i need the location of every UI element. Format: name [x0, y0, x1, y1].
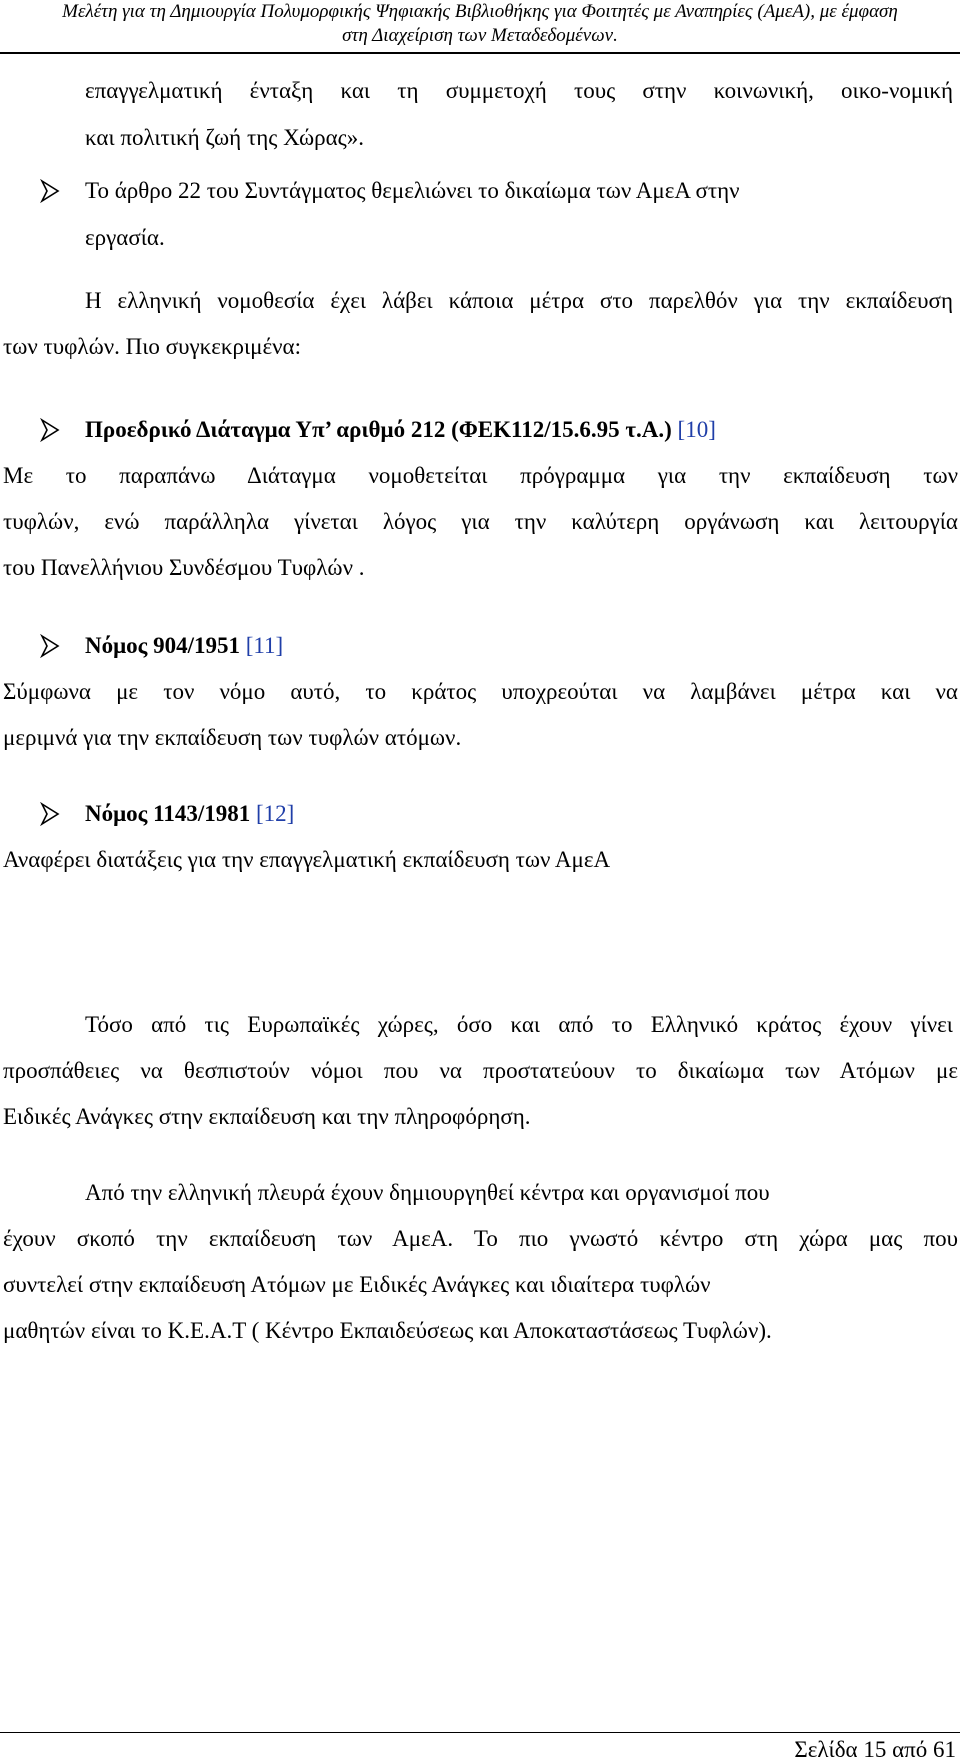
paragraph-line: Σύμφωνα με τον νόμο αυτό, το κράτος υποχρεούται να λαμβάνει μέτρα και να — [3, 679, 958, 704]
law-heading — [85, 416, 716, 444]
paragraph-line: συντελεί στην εκπαίδευση Ατόμων με Ειδικές Ανάγκες και ιδιαίτερα τυφλών — [3, 1272, 711, 1297]
paragraph-line: έχουν σκοπό την εκπαίδευση των ΑμεΑ. Το πιο γνωστό κέντρο στη χώρα μας που — [3, 1226, 958, 1251]
header-rule — [0, 52, 960, 54]
paragraph-line: τυφλών, ενώ παράλληλα γίνεται λόγος για την καλύτερη οργάνωση και λειτουργία — [3, 509, 958, 534]
law-heading-title: Προεδρικό Διάταγμα Υπ’ αριθμό 212 (ΦΕΚ112/15.6.95 τ.Α.) — [85, 417, 672, 442]
paragraph-line: προσπάθειες να θεσπιστούν νόμοι που να προστατεύουν το δικαίωμα των Ατόμων με — [3, 1058, 958, 1083]
paragraph-line: Από την ελληνική πλευρά έχουν δημιουργηθεί κέντρα και οργανισμοί που — [85, 1180, 770, 1205]
text-line: επαγγελματική ένταξη και τη συμμετοχή τους στην κοινωνική, οικο-νομική — [85, 78, 953, 103]
paragraph-line: μαθητών είναι το Κ.Ε.Α.Τ ( Κέντρο Εκπαιδεύσεως και Αποκαταστάσεως Τυφλών). — [3, 1318, 772, 1343]
bullet-text-line: Το άρθρο 22 του Συντάγματος θεμελιώνει το δικαίωμα των ΑμεΑ στην — [85, 178, 740, 203]
paragraph-line: Ειδικές Ανάγκες στην εκπαίδευση και την πληροφόρηση. — [3, 1104, 531, 1129]
paragraph-line: του Πανελλήνιου Συνδέσμου Τυφλών . — [3, 555, 365, 580]
arrowhead-bullet-icon — [40, 179, 60, 203]
law-heading-title: Νόμος 1143/1981 — [85, 801, 251, 826]
law-heading-title: Νόμος 904/1951 — [85, 633, 240, 658]
paragraph-line: Τόσο από τις Ευρωπαϊκές χώρες, όσο και από το Ελληνικό κράτος έχουν γίνει — [85, 1012, 953, 1037]
bullet-text-line: εργασία. — [85, 225, 165, 250]
law-heading — [85, 632, 283, 660]
citation-link[interactable]: [12] — [255, 801, 295, 826]
arrowhead-bullet-icon — [40, 418, 60, 442]
law-heading — [85, 800, 294, 828]
text-line: και πολιτική ζωή της Χώρας». — [85, 125, 364, 150]
header-line-2: στη Διαχείριση των Μεταδεδομένων. — [342, 25, 618, 46]
paragraph-line: των τυφλών. Πιο συγκεκριμένα: — [3, 334, 301, 359]
footer-rule — [0, 1732, 960, 1733]
arrowhead-bullet-icon — [40, 634, 60, 658]
page-number: Σελίδα 15 από 61 — [794, 1737, 956, 1762]
arrowhead-bullet-icon — [40, 802, 60, 826]
paragraph-line: Αναφέρει διατάξεις για την επαγγελματική εκπαίδευση των ΑμεΑ — [3, 847, 611, 872]
citation-link[interactable]: [11] — [245, 633, 284, 658]
running-header — [0, 0, 960, 48]
paragraph-line: Η ελληνική νομοθεσία έχει λάβει κάποια μέτρα στο παρελθόν για την εκπαίδευση — [85, 288, 953, 313]
paragraph-line: μεριμνά για την εκπαίδευση των τυφλών ατόμων. — [3, 725, 462, 750]
citation-link[interactable]: [10] — [677, 417, 716, 442]
paragraph-line: Με το παραπάνω Διάταγμα νομοθετείται πρόγραμμα για την εκπαίδευση των — [3, 463, 958, 488]
header-line-1: Μελέτη για τη Δημιουργία Πολυμορφικής Ψηφιακής Βιβλιοθήκης για Φοιτητές με Αναπηρίες (ΑμεΑ), με έμφαση — [62, 1, 898, 22]
